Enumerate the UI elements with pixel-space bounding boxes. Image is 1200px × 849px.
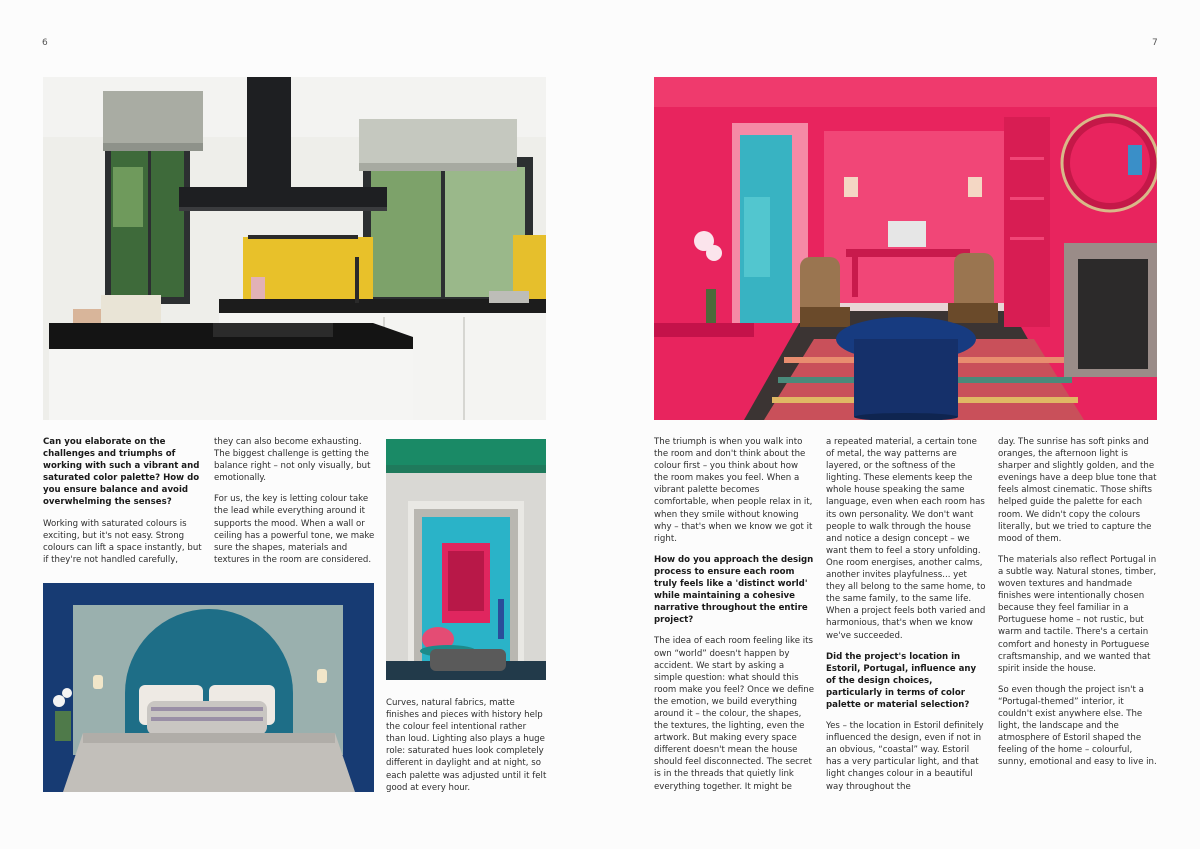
text-column-1	[43, 436, 203, 575]
page-number-right: 7	[1152, 38, 1158, 48]
pink-living-room-photo	[654, 77, 1157, 420]
answer-paragraph: Working with saturated colours is exciting, but it's not easy. Strong colours can lift a space instantly, but if they're not handled carefully,	[43, 518, 202, 565]
text-column-2	[214, 436, 376, 575]
kitchen-photo	[43, 77, 546, 420]
answer-paragraph: day. The sunrise has soft pinks and oranges, the afternoon light is sharper and slightly golden, and the evenings have a deep blue tone that feels almost cinematic. Those shifts helped guide the palette for each room. We didn't copy the colours literally, but we tried to capture the mood of them.	[998, 437, 1157, 544]
answer-paragraph: Curves, natural fabrics, matte finishes and pieces with history help the colour feel intentional rather than loud. Lighting also plays a huge role: saturated hues look completely different in daylight and at night, so each palette was adjusted until it felt good at every hour.	[386, 698, 547, 793]
answer-paragraph: For us, the key is letting colour take the lead while everything around it supports the mood. When a wall or ceiling has a powerful tone, we make sure the shapes, materials and textures in the room are considered.	[214, 494, 375, 565]
right-page	[600, 0, 1200, 849]
interview-question-1: Can you elaborate on the challenges and triumphs of working with such a vibrant and saturated color palette? How do you ensure balance and avoid overwhelming the senses?	[43, 437, 200, 508]
answer-paragraph: they can also become exhausting. The biggest challenge is getting the balance right – not only visually, but emotionally.	[214, 437, 371, 484]
answer-paragraph: The idea of each room feeling like its own “world” doesn't happen by accident. We start by asking a simple question: what should this room make you feel? Once we define the emotion, we build everything around it – the colour, the shapes, the textures, the lighting, even the artwork. But making every space different doesn't mean the house should feel disconnected. The secret is in the threads that quietly link everything together. It might be	[654, 636, 814, 792]
answer-paragraph: The triumph is when you walk into the room and don't think about the colour first – you think about how the room makes you feel. When a vibrant palette becomes comfortable, when people relax in it, when they smile without knowing why – that's when we know we got it right.	[654, 437, 813, 544]
text-column-4	[654, 436, 814, 802]
interview-question-3: Did the project's location in Estoril, Portugal, influence any of the design choices, particularly in terms of color palette or material selection?	[826, 651, 977, 710]
corridor-photo	[386, 439, 546, 680]
text-column-3	[386, 697, 548, 803]
answer-paragraph: The materials also reflect Portugal in a subtle way. Natural stones, timber, woven textures and handmade finishes were intentionally chosen because they feel familiar in a Portuguese home – not rustic, but warm and tactile. There's a certain comfort and honesty in Portuguese craftsmanship, and we wanted that spirit inside the house.	[998, 554, 1157, 674]
bedroom-photo	[43, 583, 374, 792]
page-number-left: 6	[42, 38, 48, 48]
answer-paragraph: So even though the project isn't a “Portugal-themed” interior, it couldn't exist anywhere else. The light, the landscape and the atmosphere of Estoril shaped the feeling of the home – colourful, sunny, emotional and easy to live in.	[998, 684, 1157, 768]
text-column-5	[826, 436, 987, 802]
answer-paragraph: a repeated material, a certain tone of metal, the way patterns are layered, or the softness of the lighting. These elements keep the whole house speaking the same language, even when each room has its own personality. We don't want people to walk through the house and notice a design concept – we want them to feel a story unfolding. One room energises, another calms, another invites playfulness... yet they all belong to the same home, to the same family, to the same life. When a project feels both varied and harmonious, that's when we know we've succeeded.	[826, 437, 986, 641]
interview-question-2: How do you approach the design process to ensure each room truly feels like a 'distinct world' while maintaining a cohesive narrative throughout the entire project?	[654, 554, 814, 626]
answer-paragraph: Yes – the location in Estoril definitely influenced the design, even if not in an obvious, “coastal” way. Estoril has a very particular light, and that light changes colour in a beautiful way throughout the	[826, 721, 984, 792]
text-column-6	[998, 436, 1160, 777]
